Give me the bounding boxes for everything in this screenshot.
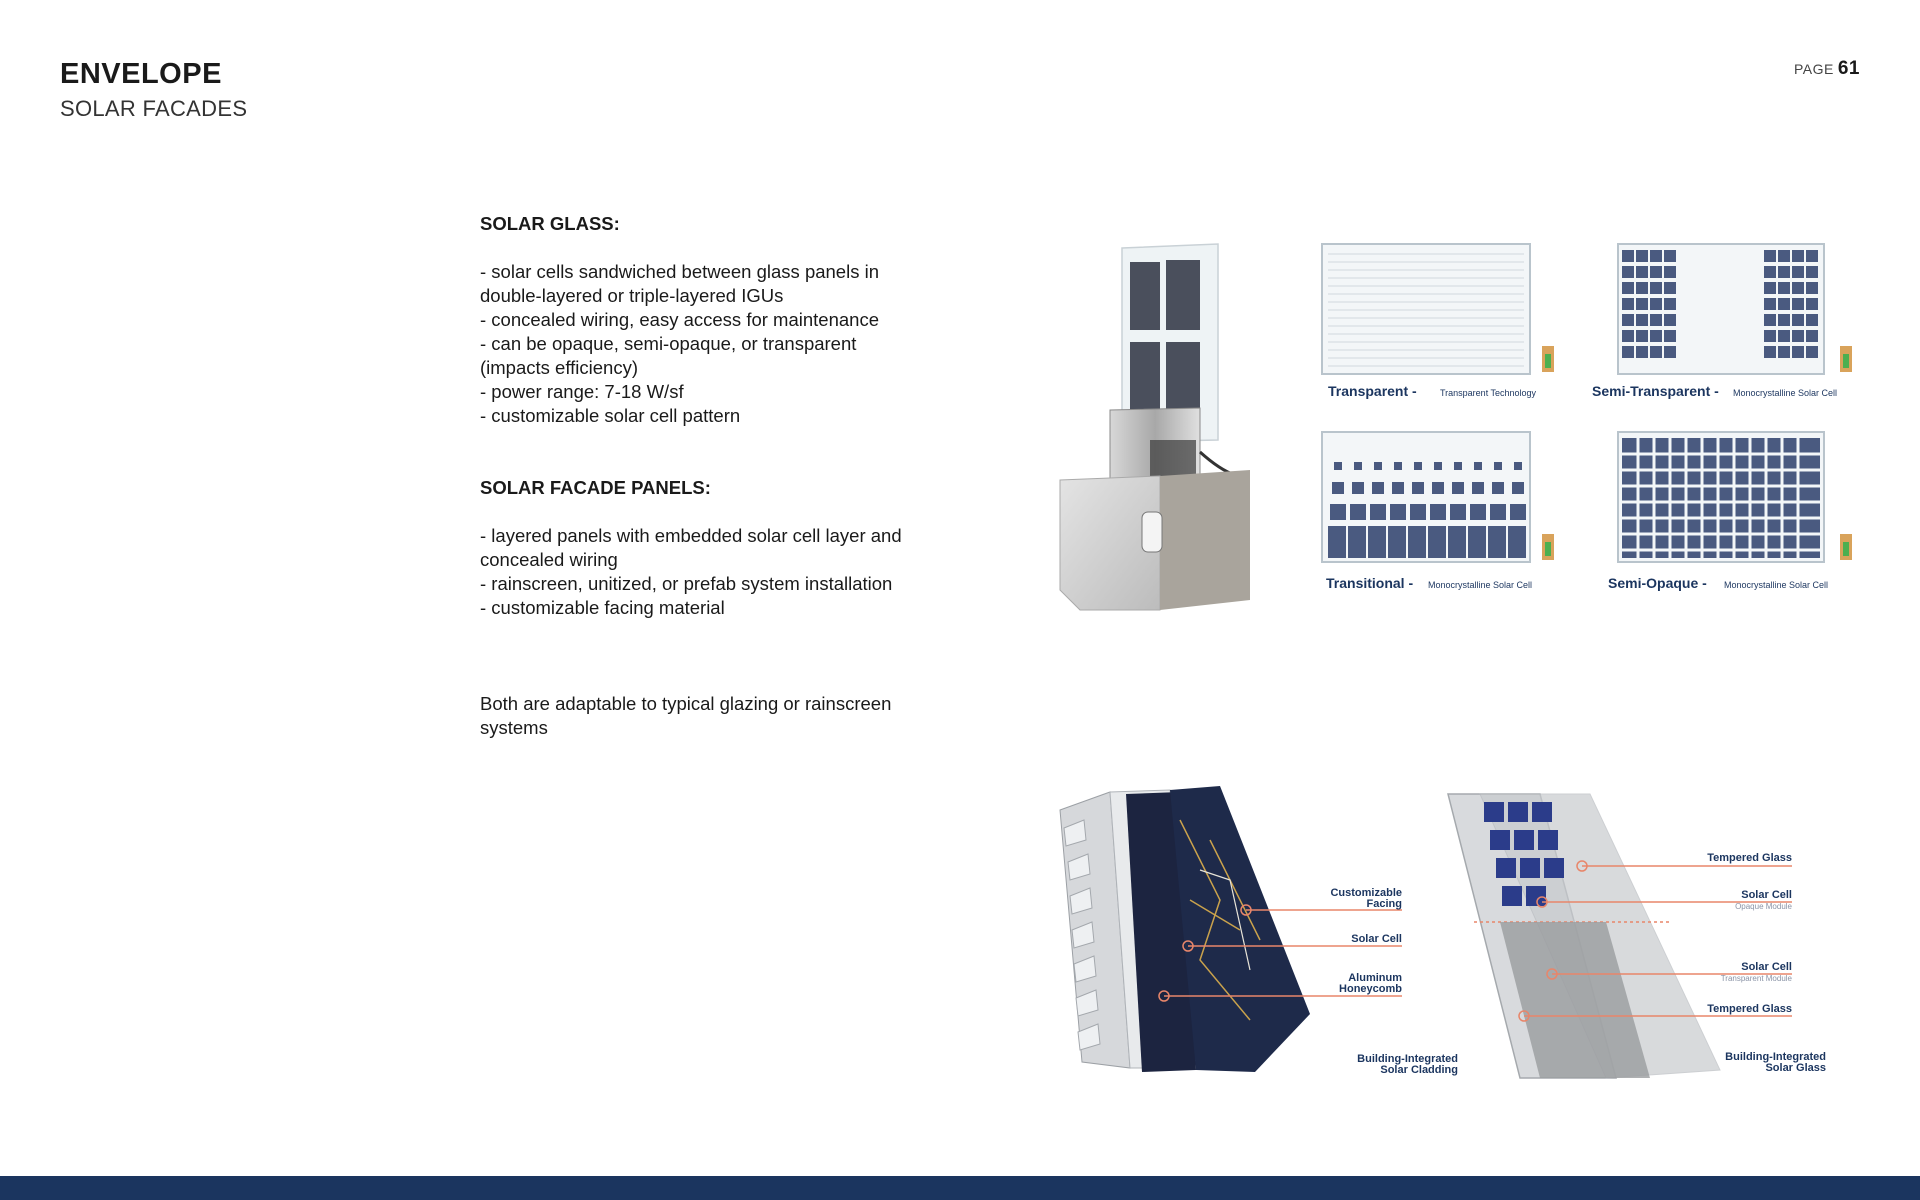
callout-solar-cell-top: Solar Cell — [1741, 889, 1792, 901]
facade-panels-bullet: - layered panels with embedded solar cell layer and concealed wiring — [480, 525, 902, 570]
solar-glass-bullet: - customizable solar cell pattern — [480, 405, 741, 426]
caption-cladding-line2: Solar Cladding — [1380, 1064, 1458, 1076]
glass-type-transitional — [1322, 432, 1554, 591]
glass-type-name: Semi-Opaque - — [1608, 575, 1707, 591]
callout-facing-line1: Customizable — [1330, 887, 1402, 899]
callout-tempered-glass-bottom: Tempered Glass — [1707, 1003, 1792, 1015]
glass-type-detail: Monocrystalline Solar Cell — [1428, 580, 1533, 590]
facade-panel-diagrams — [1050, 780, 1870, 1090]
callout-honeycomb-line1: Aluminum — [1348, 972, 1402, 984]
solar-glass-title: SOLAR GLASS: — [480, 213, 620, 234]
solar-glass-bullet: - solar cells sandwiched between glass panels in double-layered or triple-layered IGUs — [480, 261, 879, 306]
window-section-render — [1060, 244, 1250, 610]
caption-glass-line2: Solar Glass — [1765, 1062, 1826, 1074]
callout-solar-cell-bottom: Solar Cell — [1741, 961, 1792, 973]
callout-honeycomb-line2: Honeycomb — [1339, 983, 1402, 995]
glass-type-detail: Monocrystalline Solar Cell — [1733, 388, 1838, 398]
solar-cladding-diagram — [1060, 786, 1458, 1076]
solar-glass-illustration — [1050, 230, 1870, 620]
text-column — [480, 212, 920, 740]
summary-text: Both are adaptable to typical glazing or rainscreen systems — [480, 693, 892, 738]
glass-type-name: Transitional - — [1326, 575, 1414, 591]
solar-glass-bullet: - concealed wiring, easy access for maintenance — [480, 309, 879, 330]
solar-facade-panels-title: SOLAR FACADE PANELS: — [480, 477, 711, 498]
page-title: ENVELOPE — [60, 58, 222, 90]
glass-type-name: Transparent - — [1328, 383, 1417, 399]
glass-type-semi-transparent — [1592, 244, 1852, 399]
facade-panels-bullet: - rainscreen, unitized, or prefab system installation — [480, 573, 893, 594]
callout-facing-line2: Facing — [1366, 898, 1402, 910]
solar-glass-bullet: - power range: 7-18 W/sf — [480, 381, 684, 402]
callout-tempered-glass-top: Tempered Glass — [1707, 852, 1792, 864]
callout-transparent-module: Transparent Module — [1720, 974, 1792, 983]
glass-type-detail: Transparent Technology — [1440, 388, 1537, 398]
caption-glass-line1: Building-Integrated — [1725, 1051, 1826, 1063]
page-subtitle: SOLAR FACADES — [60, 96, 248, 121]
caption-cladding-line1: Building-Integrated — [1357, 1053, 1458, 1065]
callout-solar-cell: Solar Cell — [1351, 933, 1402, 945]
solar-glass-diagram — [1448, 794, 1826, 1078]
solar-glass-bullet: - can be opaque, semi-opaque, or transparent (impacts efficiency) — [480, 333, 857, 378]
footer-bar — [0, 1176, 1920, 1200]
page-number — [1794, 58, 1860, 80]
page-number-value: 61 — [1837, 58, 1860, 79]
page-label: PAGE — [1793, 61, 1834, 77]
glass-type-semi-opaque — [1608, 432, 1852, 591]
facade-panels-bullet: - customizable facing material — [480, 597, 725, 618]
glass-type-transparent — [1322, 244, 1554, 399]
callout-opaque-module: Opaque Module — [1735, 902, 1792, 911]
glass-type-name: Semi-Transparent - — [1592, 383, 1719, 399]
glass-type-detail: Monocrystalline Solar Cell — [1724, 580, 1829, 590]
